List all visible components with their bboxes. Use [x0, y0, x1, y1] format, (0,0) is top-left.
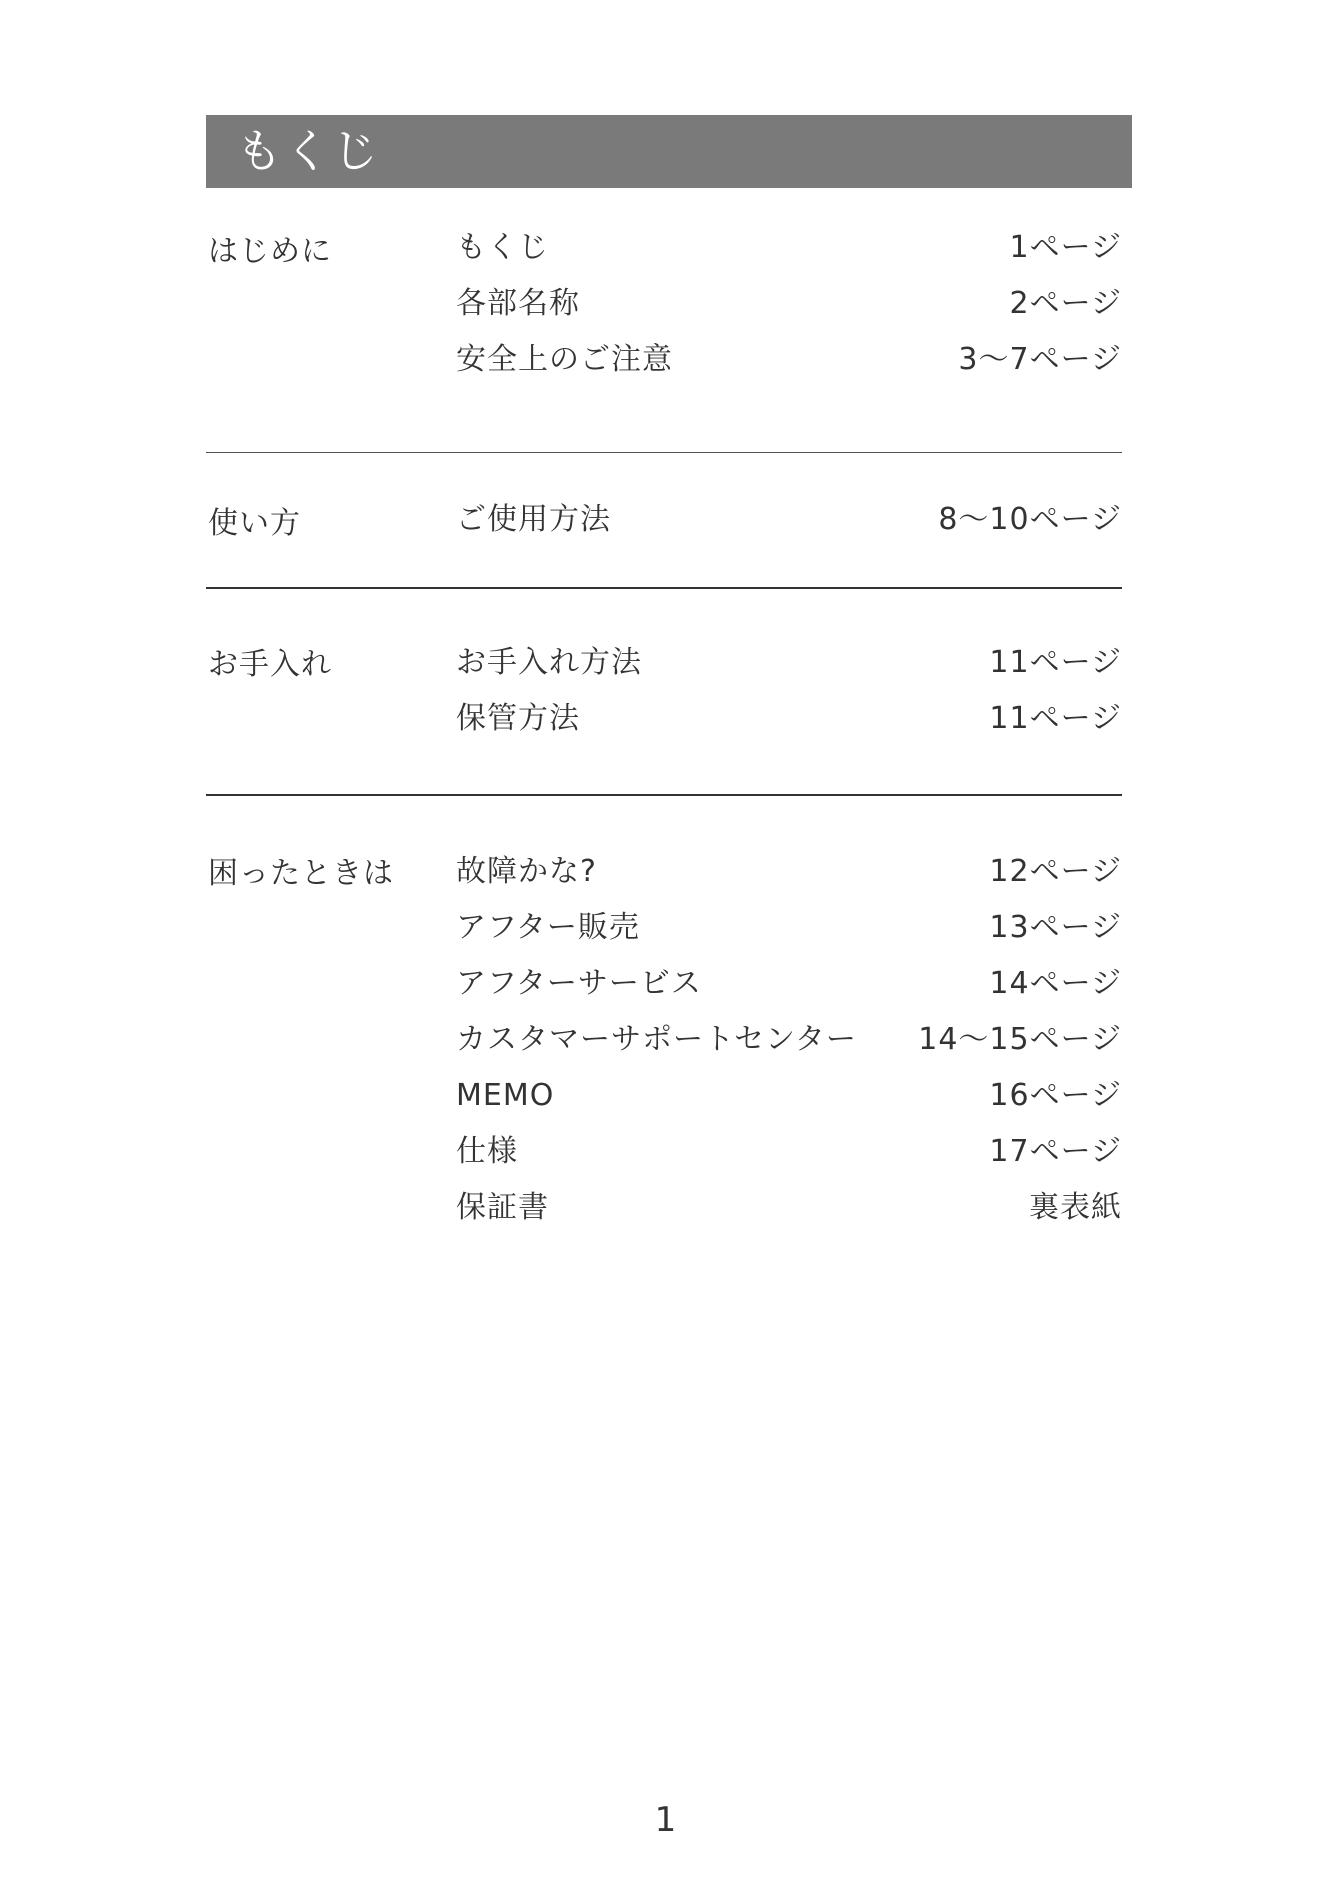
toc-entry[interactable] — [456, 500, 1122, 544]
toc-entry[interactable] — [456, 1188, 1122, 1232]
toc-entry-title: アフターサービス — [456, 966, 702, 1001]
toc-entry[interactable] — [456, 1020, 1122, 1064]
section-label: 使い方 — [208, 506, 301, 541]
toc-section-troubleshooting — [206, 852, 1122, 1252]
toc-entry-title: 安全上のご注意 — [456, 342, 673, 377]
toc-entry-title: お手入れ方法 — [456, 645, 642, 680]
toc-entry-page: 14～15ページ — [918, 1022, 1122, 1057]
section-divider — [206, 794, 1122, 796]
section-divider — [206, 452, 1122, 453]
toc-entry[interactable] — [456, 1076, 1122, 1120]
toc-entry[interactable] — [456, 908, 1122, 952]
toc-entry-page: 13ページ — [989, 910, 1122, 945]
toc-entry-page: 3～7ページ — [958, 342, 1122, 377]
toc-entry[interactable] — [456, 964, 1122, 1008]
toc-entry-page: 2ページ — [1009, 286, 1122, 321]
toc-entry-title: もくじ — [456, 230, 549, 265]
toc-entry[interactable] — [456, 284, 1122, 328]
toc-entry-page: 裏表紙 — [1029, 1190, 1122, 1225]
toc-entry-page: 1ページ — [1009, 230, 1122, 265]
page-number: 1 — [654, 1800, 677, 1840]
toc-entry-title: MEMO — [456, 1078, 555, 1113]
toc-entry-page: 17ページ — [989, 1134, 1122, 1169]
toc-header-bar — [206, 115, 1132, 188]
section-label: はじめに — [208, 234, 332, 269]
toc-section-maintenance — [206, 643, 1122, 743]
toc-entry-title: アフター販売 — [456, 910, 640, 945]
toc-entry-title: 保証書 — [456, 1190, 549, 1225]
toc-entry-title: ご使用方法 — [456, 502, 611, 537]
section-divider — [206, 587, 1122, 589]
page-title: もくじ — [236, 124, 380, 178]
toc-entry-title: 故障かな? — [456, 854, 597, 889]
section-label: お手入れ — [208, 647, 332, 682]
toc-entry-title: カスタマーサポートセンター — [456, 1022, 857, 1057]
toc-entry[interactable] — [456, 1132, 1122, 1176]
toc-entry[interactable] — [456, 340, 1122, 384]
toc-entry-page: 16ページ — [989, 1078, 1122, 1113]
toc-entry-page: 14ページ — [989, 966, 1122, 1001]
toc-entry[interactable] — [456, 699, 1122, 743]
toc-entry[interactable] — [456, 643, 1122, 687]
toc-entry-title: 各部名称 — [456, 286, 580, 321]
toc-entry-page: 12ページ — [989, 854, 1122, 889]
toc-section-introduction — [206, 228, 1122, 388]
toc-entry-title: 仕様 — [456, 1134, 518, 1169]
toc-entry-page: 11ページ — [989, 645, 1122, 680]
toc-entry[interactable] — [456, 852, 1122, 896]
toc-section-usage — [206, 500, 1122, 550]
toc-entry-page: 8～10ページ — [938, 502, 1122, 537]
toc-entry-page: 11ページ — [989, 701, 1122, 736]
toc-entry-title: 保管方法 — [456, 701, 580, 736]
toc-entry[interactable] — [456, 228, 1122, 272]
section-label: 困ったときは — [208, 856, 394, 891]
